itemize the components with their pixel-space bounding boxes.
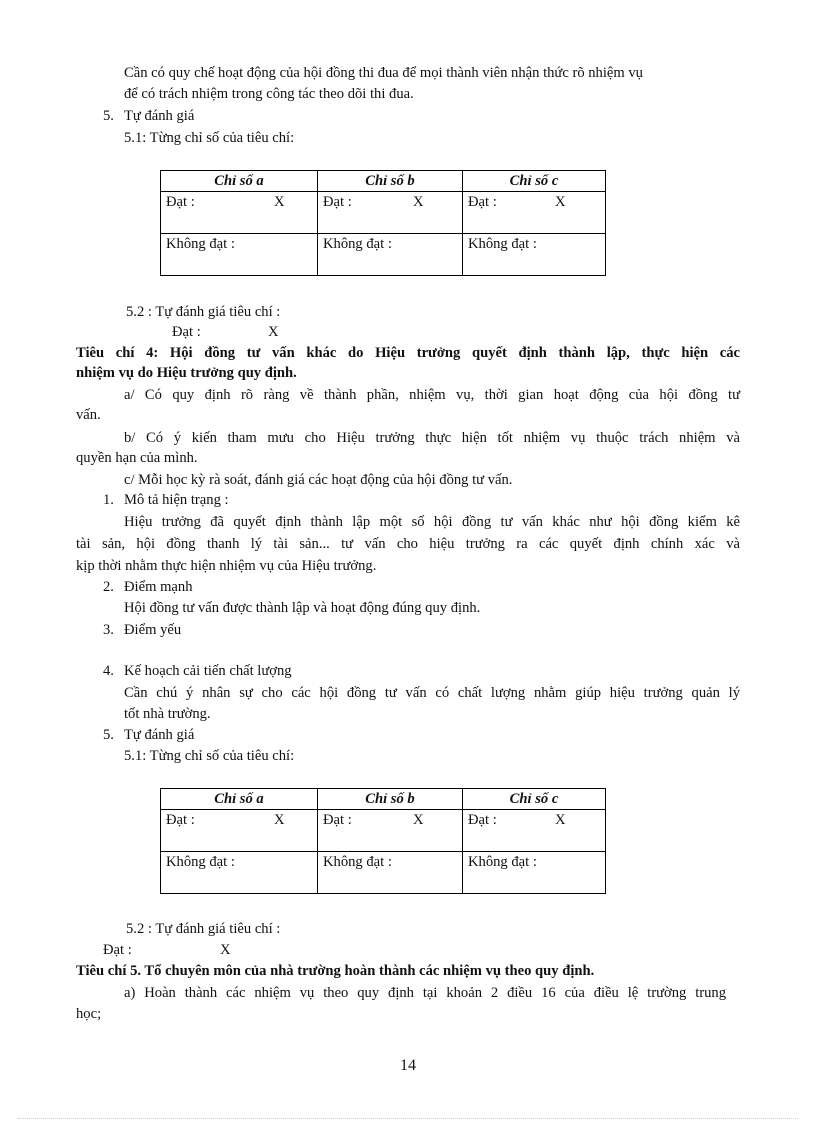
- paragraph-line: tốt nhà trường.: [124, 706, 211, 722]
- table-header: Chỉ số a: [161, 789, 318, 810]
- table-cell: [161, 810, 318, 852]
- table-cell: [161, 192, 318, 234]
- list-number: 2.: [103, 579, 114, 595]
- paragraph-line: Hội đồng tư vấn được thành lập và hoạt động đúng quy định.: [124, 600, 481, 616]
- subheading: 5.2 : Tự đánh giá tiêu chí :: [126, 921, 281, 937]
- list-item-label: Mô tả hiện trạng :: [124, 492, 229, 508]
- table-cell: [318, 810, 463, 852]
- check-mark: X: [555, 194, 566, 210]
- criterion-title: Tiêu chí 5. Tổ chuyên môn của nhà trường hoàn thành các nhiệm vụ theo quy định.: [76, 963, 595, 979]
- criteria-index-table: [160, 788, 606, 894]
- dat-label: Đạt :: [166, 812, 195, 828]
- check-mark: X: [268, 324, 279, 340]
- list-number: 1.: [103, 492, 114, 508]
- table-cell: Không đạt :: [463, 852, 606, 894]
- list-number: 5.: [103, 108, 114, 124]
- list-item-label: Điểm mạnh: [124, 579, 193, 595]
- list-number: 5.: [103, 727, 114, 743]
- subheading: 5.1: Từng chỉ số của tiêu chí:: [124, 130, 295, 146]
- list-number: 3.: [103, 622, 114, 638]
- paragraph-line: vấn.: [76, 407, 101, 423]
- check-mark: X: [274, 194, 285, 210]
- page-number: 14: [400, 1057, 416, 1074]
- table-header: Chỉ số c: [463, 171, 606, 192]
- table-header: Chỉ số b: [318, 171, 463, 192]
- paragraph-line: Cần có quy chế hoạt động của hội đồng thi đua để mọi thành viên nhận thức rõ nhiệm vụ: [124, 65, 643, 81]
- list-item-label: Tự đánh giá: [124, 727, 195, 743]
- paragraph-line: a/ Có quy định rõ ràng về thành phần, nhiệm vụ, thời gian hoạt động của hội đồng tư: [124, 387, 740, 403]
- dat-label: Đạt :: [468, 194, 497, 210]
- paragraph-line: quyền hạn của mình.: [76, 450, 198, 466]
- dat-label: Đạt :: [323, 812, 352, 828]
- footer-divider: [18, 1118, 798, 1119]
- paragraph-line: Cần chú ý nhân sự cho các hội đồng tư vấn có chất lượng nhằm giúp hiệu trưởng quản lý: [124, 685, 740, 701]
- table-cell: [318, 192, 463, 234]
- check-mark: X: [413, 194, 424, 210]
- paragraph-line: b/ Có ý kiến tham mưu cho Hiệu trưởng thực hiện tốt nhiệm vụ thuộc trách nhiệm và: [124, 430, 740, 446]
- criterion-title: nhiệm vụ do Hiệu trưởng quy định.: [76, 365, 297, 381]
- check-mark: X: [220, 942, 231, 958]
- list-item-label: Kế hoạch cải tiến chất lượng: [124, 663, 292, 679]
- table-cell: Không đạt :: [318, 234, 463, 276]
- paragraph-line: c/ Mỗi học kỳ rà soát, đánh giá các hoạt động của hội đồng tư vấn.: [124, 472, 513, 488]
- criterion-title: Tiêu chí 4: Hội đồng tư vấn khác do Hiệu trưởng quyết định thành lập, thực hiện các: [76, 345, 740, 361]
- table-cell: Không đạt :: [161, 852, 318, 894]
- criteria-index-table: [160, 170, 606, 276]
- table-header: Chỉ số a: [161, 171, 318, 192]
- check-mark: X: [555, 812, 566, 828]
- paragraph-line: học;: [76, 1006, 102, 1022]
- check-mark: X: [413, 812, 424, 828]
- list-number: 4.: [103, 663, 114, 679]
- check-mark: X: [274, 812, 285, 828]
- table-cell: [463, 810, 606, 852]
- table-cell: Không đạt :: [161, 234, 318, 276]
- paragraph-line: Hiệu trưởng đã quyết định thành lập một số hội đồng tư vấn khác như hội đồng kiểm kê: [124, 514, 740, 530]
- dat-label: Đạt :: [323, 194, 352, 210]
- table-header: Chỉ số b: [318, 789, 463, 810]
- paragraph-line: a) Hoàn thành các nhiệm vụ theo quy định tại khoản 2 điều 16 của điều lệ trường trung: [124, 985, 726, 1001]
- table-cell: [463, 192, 606, 234]
- table-header: Chỉ số c: [463, 789, 606, 810]
- dat-label: Đạt :: [103, 942, 132, 958]
- dat-label: Đạt :: [166, 194, 195, 210]
- paragraph-line: để có trách nhiệm trong công tác theo dõi thi đua.: [124, 86, 414, 102]
- dat-label: Đạt :: [468, 812, 497, 828]
- table-cell: Không đạt :: [463, 234, 606, 276]
- paragraph-line: kịp thời nhằm thực hiện nhiệm vụ của Hiệu trưởng.: [76, 558, 377, 574]
- list-item-label: Điểm yếu: [124, 622, 182, 638]
- list-item-label: Tự đánh giá: [124, 108, 195, 124]
- subheading: 5.2 : Tự đánh giá tiêu chí :: [126, 304, 281, 320]
- table-cell: Không đạt :: [318, 852, 463, 894]
- subheading: 5.1: Từng chỉ số của tiêu chí:: [124, 748, 295, 764]
- paragraph-line: tài sản, hội đồng thanh lý tài sản... tư vấn cho hiệu trưởng ra các quyết định chính xác và: [76, 536, 740, 552]
- dat-label: Đạt :: [172, 324, 201, 340]
